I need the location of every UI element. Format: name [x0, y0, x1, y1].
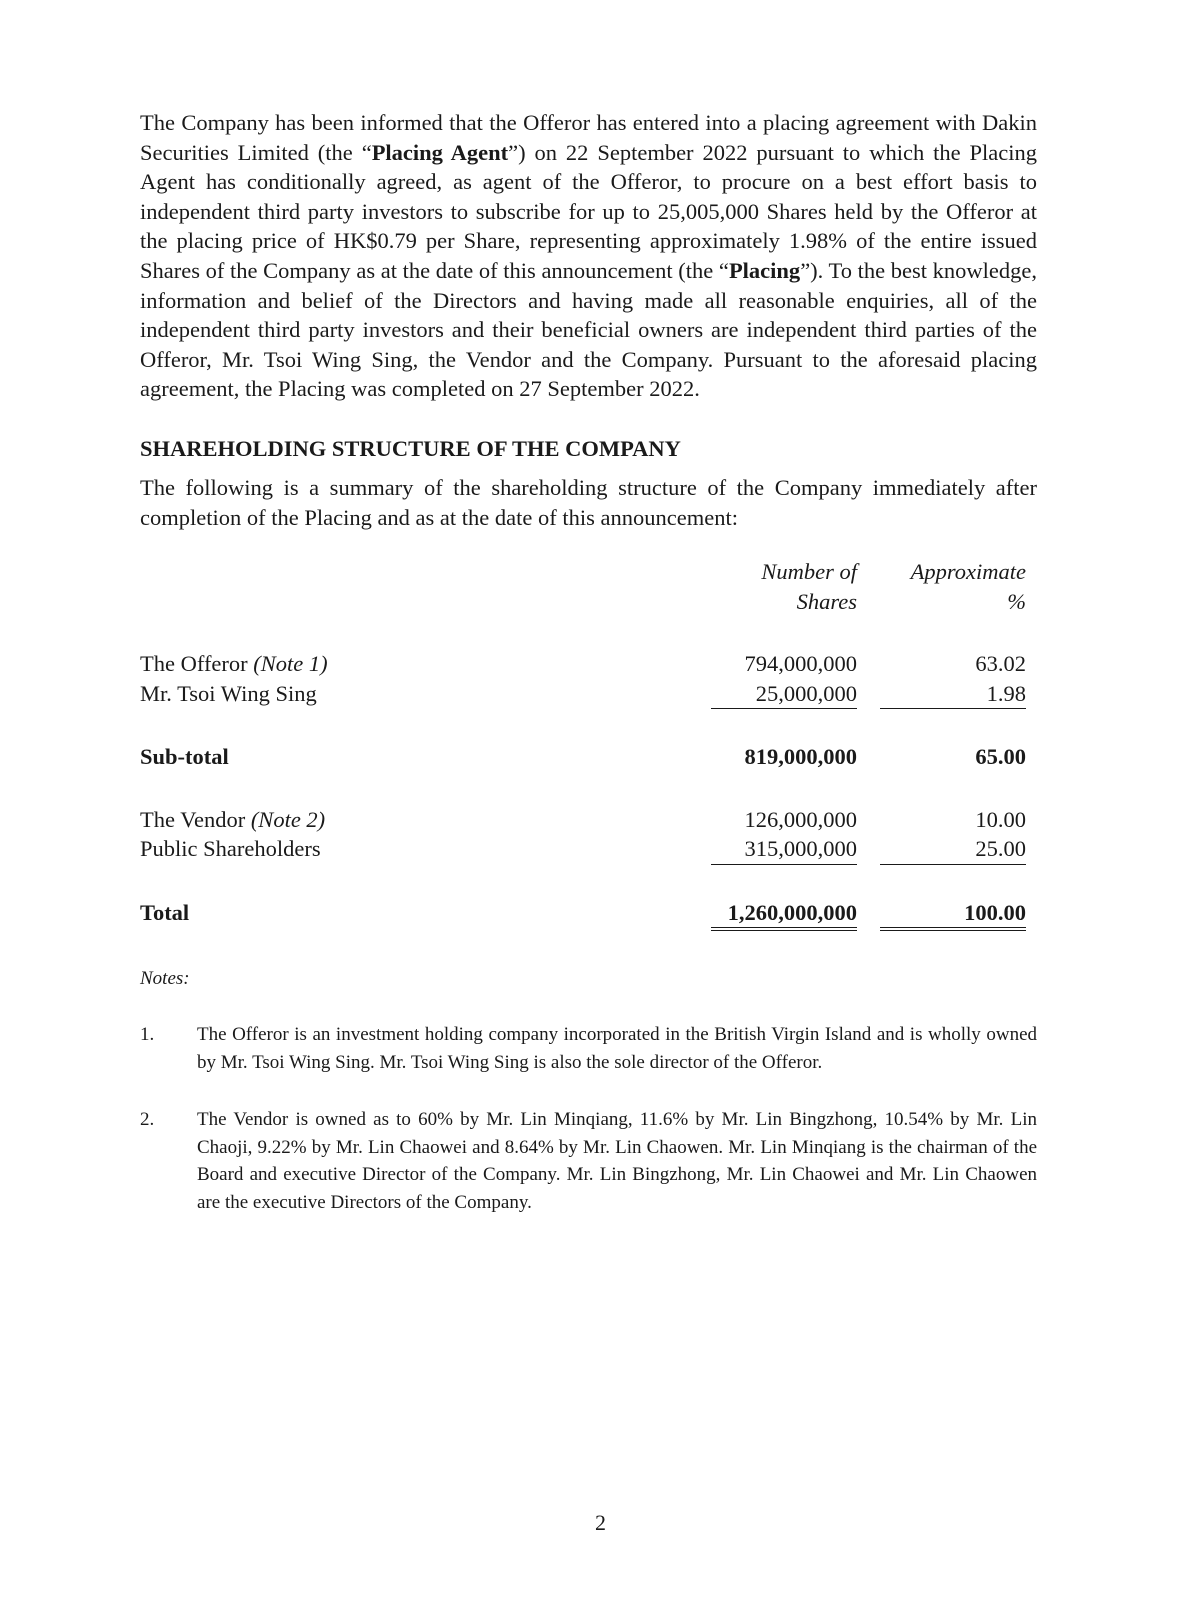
table-row-vendor: The Vendor (Note 2) 126,000,000 10.00: [140, 806, 1026, 832]
note-1: 1. The Offeror is an investment holding company incorporated in the British Virgin Island and is wholly owned by Mr. Tsoi Wing Sing. Mr. Tsoi Wing Sing is also the sole director of the Offeror.: [140, 1024, 1037, 1073]
table-row-public: Public Shareholders 315,000,000 25.00: [140, 834, 1026, 864]
intro-paragraph: [140, 108, 1037, 404]
table-row-tsoi: Mr. Tsoi Wing Sing 25,000,000 1.98: [140, 679, 1026, 709]
intro-text-part3: ”). To the best knowledge, information and belief of the Directors and having made all reasonable enquiries, all of the independent third party investors and their beneficial owners are independent third parties of the Offeror, Mr. Tsoi Wing Sing, the Vendor and the Company. Pursuant to the aforesaid placing agreement, the Placing was completed on 27 September 2022.: [140, 257, 1038, 402]
table-row-offeror: The Offeror (Note 1) 794,000,000 63.02: [140, 651, 1026, 677]
notes-title: Notes:: [140, 968, 190, 990]
col-header-shares: Number of Shares: [761, 559, 857, 614]
note-2: 2. The Vendor is owned as to 60% by Mr. Lin Minqiang, 11.6% by Mr. Lin Bingzhong, 10.54% by Mr. Lin Chaoji, 9.22% by Mr. Lin Chaowei and 8.64% by Mr. Lin Chaowen. Mr. Lin Minqiang is the chairman of the Board and executive Director of the Company. Mr. Lin Bingzhong, Mr. Lin Chaowei and Mr. Lin Chaowen are the executive Directors of the Company.: [140, 1109, 1037, 1213]
placing-agent-term: Placing Agent: [371, 139, 509, 165]
document-page: [140, 108, 1037, 1216]
table-header-row: [140, 557, 1026, 616]
summary-paragraph: The following is a summary of the shareholding structure of the Company immediately after completion of the Placing and as at the date of this announcement:: [140, 474, 1037, 530]
table-row-total: Total 1,260,000,000 100.00: [140, 898, 1026, 930]
col-header-pct: Approximate %: [910, 559, 1026, 614]
shareholding-table: [140, 557, 1026, 931]
page-number: 2: [595, 1510, 606, 1535]
section-heading: SHAREHOLDING STRUCTURE OF THE COMPANY: [140, 435, 681, 461]
intro-text-part1: The Company has been informed that the Offeror has entered into a placing agreement with Dakin Securities Limited (the “: [140, 110, 1037, 165]
placing-term: Placing: [728, 257, 801, 283]
intro-text-part2: ”) on 22 September 2022 pursuant to which the Placing Agent has conditionally agreed, as agent of the Offeror, to procure on a best effort basis to independent third party investors to subscribe for up to 25,005,000 Shares held by the Offeror at the placing price of HK$0.79 per Share, representing approximately 1.98% of the entire issued Shares of the Company as at the date of this announcement (the “: [140, 139, 1038, 283]
table-row-subtotal: Sub-total 819,000,000 65.00: [140, 744, 1026, 770]
